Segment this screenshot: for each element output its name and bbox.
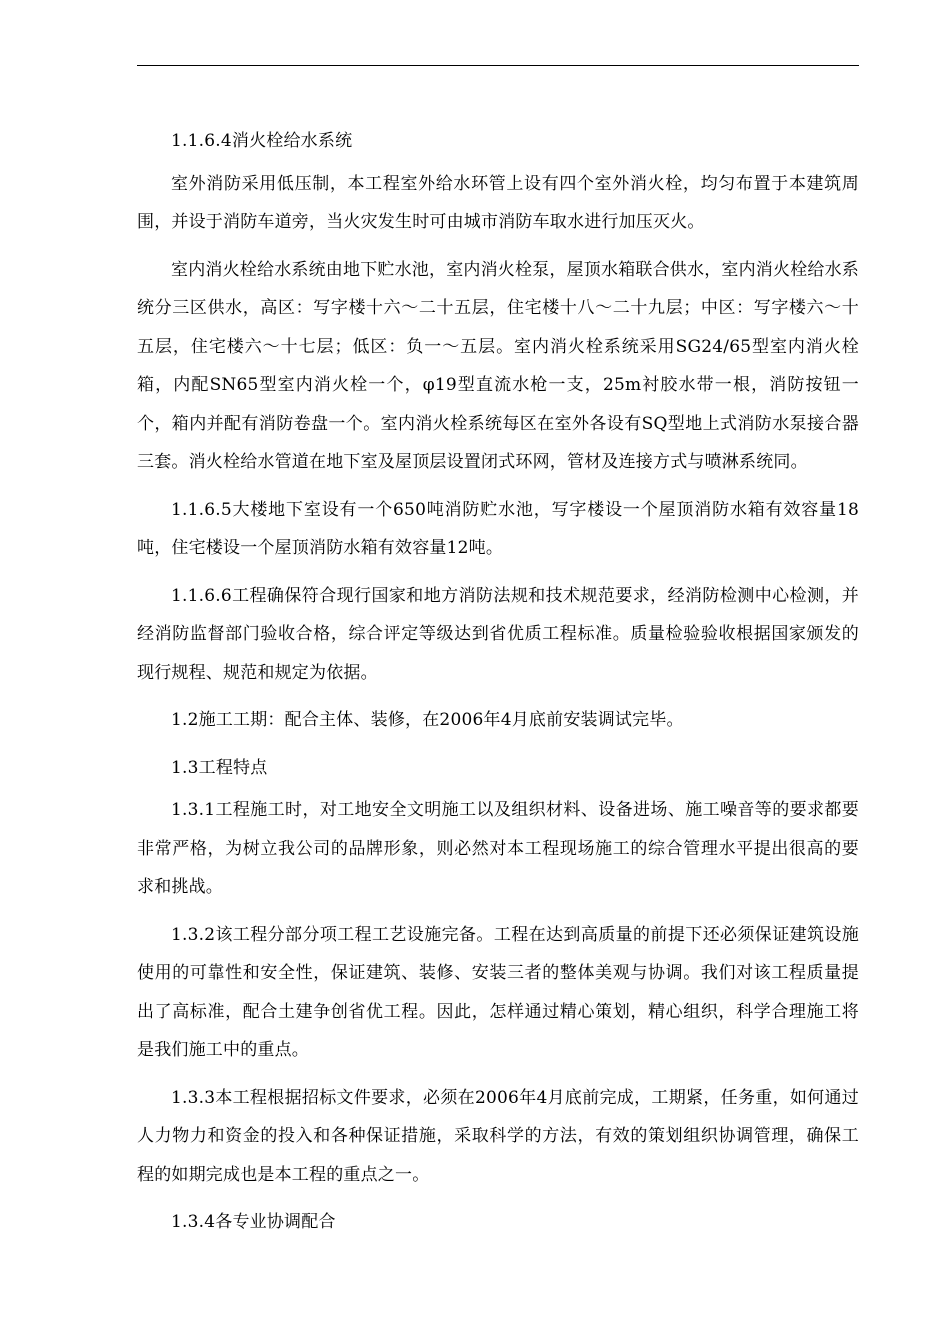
section-heading-1-3-4: 1.3.4各专业协调配合 xyxy=(171,1212,336,1232)
section-heading-1-3: 1.3工程特点 xyxy=(171,757,268,778)
paragraph-1-3-3: 1.3.3本工程根据招标文件要求，必须在2006年4月底前完成，工期紧，任务重，如何通过人力物力和资金的投入和各种保证措施，采取科学的方法，有效的策划组织协调管理，确保工程的如期完成也是本工程的重点之一。 xyxy=(137,1087,859,1185)
paragraph-1-3-1: 1.3.1工程施工时，对工地安全文明施工以及组织材料、设备进场、施工噪音等的要求都要非常严格，为树立我公司的品牌形象，则必然对本工程现场施工的综合管理水平提出很高的要求和挑战。 xyxy=(137,800,859,897)
section-heading-1-1-6-4: 1.1.6.4消火栓给水系统 xyxy=(171,131,353,151)
paragraph-1-1-6-5: 1.1.6.5大楼地下室设有一个650吨消防贮水池，写字楼设一个屋顶消防水箱有效容量18吨，住宅楼设一个屋顶消防水箱有效容量12吨。 xyxy=(137,499,859,558)
paragraph-indoor-hydrant-system: 室内消火栓给水系统由地下贮水池，室内消火栓泵，屋顶水箱联合供水，室内消火栓给水系统分三区供水，高区：写字楼十六～二十五层，住宅楼十八～二十九层；中区：写字楼六～十五层，住宅楼六～十七层；低区：负一～五层。室内消火栓系统采用SG24/65型室内消火栓箱，内配SN65型室内消火栓一个，φ19型直流水枪一支，25m衬胶水带一根，消防按钮一个，箱内并配有消防卷盘一个。室内消火栓系统每区在室外各设有SQ型地上式消防水泵接合器三套。消火栓给水管道在地下室及屋顶层设置闭式环网，管材及连接方式与喷淋系统同。 xyxy=(137,259,859,472)
document-body xyxy=(137,122,859,1246)
paragraph-1-1-6-6: 1.1.6.6工程确保符合现行国家和地方消防法规和技术规范要求，经消防检测中心检测，并经消防监督部门验收合格，综合评定等级达到省优质工程标准。质量检验验收根据国家颁发的现行规程、规范和规定为依据。 xyxy=(137,585,859,683)
paragraph-1-3-2: 1.3.2该工程分部分项工程工艺设施完备。工程在达到高质量的前提下还必须保证建筑设施使用的可靠性和安全性，保证建筑、装修、安装三者的整体美观与协调。我们对该工程质量提出了高标准，配合土建争创省优工程。因此，怎样通过精心策划，精心组织，科学合理施工将是我们施工中的重点。 xyxy=(137,924,859,1060)
paragraph-outdoor-fire-protection: 室外消防采用低压制，本工程室外给水环管上设有四个室外消火栓，均匀布置于本建筑周围，并设于消防车道旁，当火灾发生时可由城市消防车取水进行加压灭火。 xyxy=(137,173,859,232)
paragraph-1-2: 1.2施工工期：配合主体、装修，在2006年4月底前安装调试完毕。 xyxy=(171,710,684,730)
header-rule xyxy=(137,65,859,66)
